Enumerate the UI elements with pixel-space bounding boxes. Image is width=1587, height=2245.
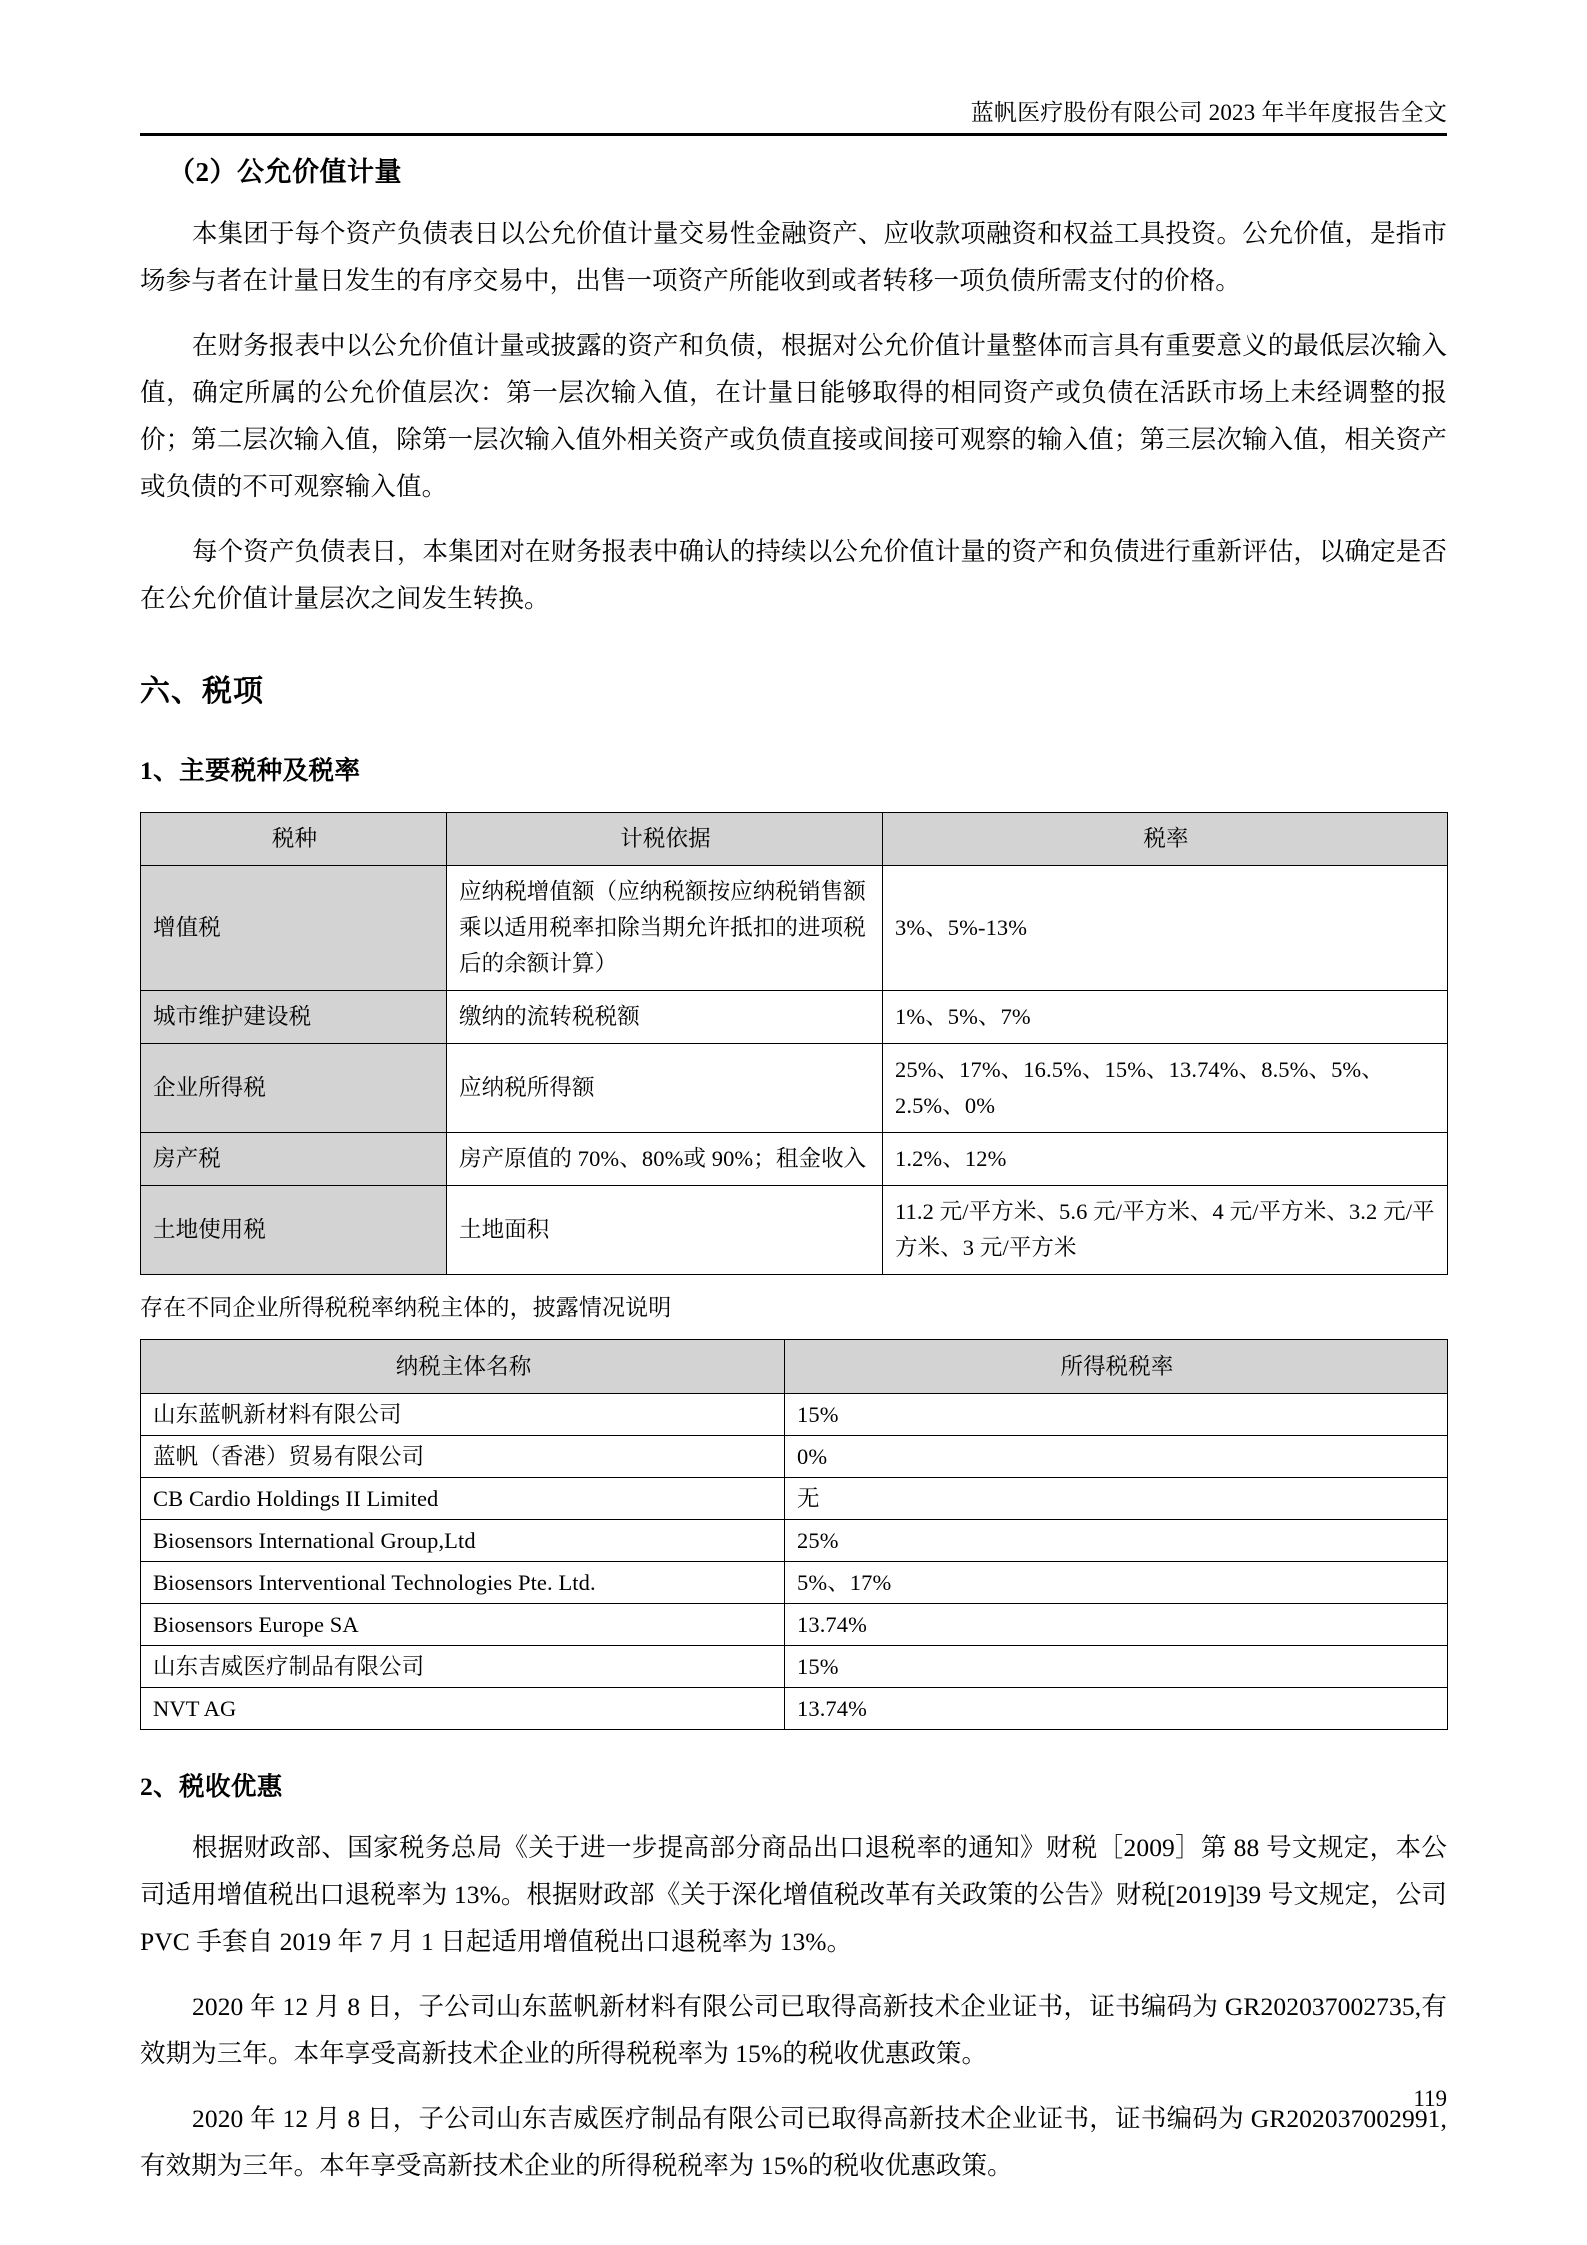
cell-income-tax-rate: 25% xyxy=(785,1520,1448,1562)
cell-tax-basis: 应纳税所得额 xyxy=(447,1044,883,1133)
cell-entity-name: Biosensors International Group,Ltd xyxy=(141,1520,785,1562)
column-header-tax-rate: 税率 xyxy=(883,813,1448,866)
cell-income-tax-rate: 13.74% xyxy=(785,1688,1448,1730)
cell-entity-name: 蓝帆（香港）贸易有限公司 xyxy=(141,1436,785,1478)
cell-tax-rate: 1.2%、12% xyxy=(883,1133,1448,1186)
column-header-entity-name: 纳税主体名称 xyxy=(141,1340,785,1394)
cell-entity-name: Biosensors Interventional Technologies Pte. Ltd. xyxy=(141,1562,785,1604)
cell-tax-rate: 1%、5%、7% xyxy=(883,991,1448,1044)
cell-tax-basis: 房产原值的 70%、80%或 90%；租金收入 xyxy=(447,1133,883,1186)
tax-benefits-paragraph-3: 2020 年 12 月 8 日，子公司山东吉威医疗制品有限公司已取得高新技术企业证书，证书编码为 GR202037002991,有效期为三年。本年享受高新技术企业的所得税税率为 15%的税收优惠政策。 xyxy=(140,2104,1447,2180)
table-row xyxy=(141,991,1448,1044)
tax-benefits-paragraph-1: 根据财政部、国家税务总局《关于进一步提高部分商品出口退税率的通知》财税［2009］第 88 号文规定，本公司适用增值税出口退税率为 13%。根据财政部《关于深化增值税改革有关政策的公告》财税[2019]39 号文规定，公司 PVC 手套自 2019 年 7 月 1 日起适用增值税出口退税率为 13%。 xyxy=(140,1833,1447,1956)
table-header-row xyxy=(141,813,1448,866)
different-rates-note: 存在不同企业所得税税率纳税主体的，披露情况说明 xyxy=(140,1295,672,1320)
tax-benefits-heading: 2、税收优惠 xyxy=(140,1772,283,1801)
cell-tax-type: 城市维护建设税 xyxy=(141,991,447,1044)
cell-income-tax-rate: 无 xyxy=(785,1478,1448,1520)
entity-rate-table xyxy=(140,1339,1448,1730)
cell-tax-basis: 土地面积 xyxy=(447,1186,883,1275)
cell-entity-name: NVT AG xyxy=(141,1688,785,1730)
table-row xyxy=(141,1186,1448,1275)
tax-benefits-paragraph-2: 2020 年 12 月 8 日，子公司山东蓝帆新材料有限公司已取得高新技术企业证书，证书编码为 GR202037002735,有效期为三年。本年享受高新技术企业的所得税税率为 15%的税收优惠政策。 xyxy=(140,1992,1447,2068)
cell-tax-type: 土地使用税 xyxy=(141,1186,447,1275)
table-row xyxy=(141,1044,1448,1133)
fair-value-paragraph-3: 每个资产负债表日，本集团对在财务报表中确认的持续以公允价值计量的资产和负债进行重新评估，以确定是否在公允价值计量层次之间发生转换。 xyxy=(140,537,1447,613)
tax-rate-table xyxy=(140,812,1448,1275)
tax-rates-heading: 1、主要税种及税率 xyxy=(140,756,361,785)
fair-value-heading: （2）公允价值计量 xyxy=(168,157,402,187)
cell-tax-type: 房产税 xyxy=(141,1133,447,1186)
fair-value-paragraph-2: 在财务报表中以公允价值计量或披露的资产和负债，根据对公允价值计量整体而言具有重要意义的最低层次输入值，确定所属的公允价值层次：第一层次输入值，在计量日能够取得的相同资产或负债在活跃市场上未经调整的报价；第二层次输入值，除第一层次输入值外相关资产或负债直接或间接可观察的输入值；第三层次输入值，相关资产或负债的不可观察输入值。 xyxy=(140,331,1447,501)
table-row xyxy=(141,1394,1448,1436)
table-row xyxy=(141,1520,1448,1562)
fair-value-paragraph-1: 本集团于每个资产负债表日以公允价值计量交易性金融资产、应收款项融资和权益工具投资。公允价值，是指市场参与者在计量日发生的有序交易中，出售一项资产所能收到或者转移一项负债所需支付的价格。 xyxy=(140,219,1447,295)
cell-tax-rate: 3%、5%-13% xyxy=(883,866,1448,991)
cell-income-tax-rate: 15% xyxy=(785,1646,1448,1688)
header-rule xyxy=(140,133,1447,136)
table-row xyxy=(141,1688,1448,1730)
cell-entity-name: CB Cardio Holdings II Limited xyxy=(141,1478,785,1520)
cell-income-tax-rate: 15% xyxy=(785,1394,1448,1436)
page-header xyxy=(140,98,1447,136)
table-header-row xyxy=(141,1340,1448,1394)
cell-tax-rate: 11.2 元/平方米、5.6 元/平方米、4 元/平方米、3.2 元/平方米、3 元/平方米 xyxy=(883,1186,1448,1275)
cell-tax-basis: 应纳税增值额（应纳税额按应纳税销售额乘以适用税率扣除当期允许抵扣的进项税后的余额计算） xyxy=(447,866,883,991)
table-row xyxy=(141,1562,1448,1604)
cell-tax-type: 企业所得税 xyxy=(141,1044,447,1133)
page-content xyxy=(140,152,1447,2189)
cell-entity-name: 山东吉威医疗制品有限公司 xyxy=(141,1646,785,1688)
cell-tax-basis: 缴纳的流转税税额 xyxy=(447,991,883,1044)
cell-entity-name: 山东蓝帆新材料有限公司 xyxy=(141,1394,785,1436)
page-number: 119 xyxy=(1413,2086,1447,2111)
table-row xyxy=(141,1646,1448,1688)
cell-income-tax-rate: 0% xyxy=(785,1436,1448,1478)
column-header-tax-type: 税种 xyxy=(141,813,447,866)
column-header-tax-basis: 计税依据 xyxy=(447,813,883,866)
cell-tax-rate: 25%、17%、16.5%、15%、13.74%、8.5%、5%、2.5%、0% xyxy=(883,1044,1448,1133)
tax-section-heading: 六、税项 xyxy=(140,675,264,708)
cell-tax-type: 增值税 xyxy=(141,866,447,991)
running-title: 蓝帆医疗股份有限公司 2023 年半年度报告全文 xyxy=(970,100,1447,125)
table-row xyxy=(141,1478,1448,1520)
column-header-income-tax-rate: 所得税税率 xyxy=(785,1340,1448,1394)
cell-entity-name: Biosensors Europe SA xyxy=(141,1604,785,1646)
table-row xyxy=(141,1604,1448,1646)
table-row xyxy=(141,1436,1448,1478)
cell-income-tax-rate: 5%、17% xyxy=(785,1562,1448,1604)
cell-income-tax-rate: 13.74% xyxy=(785,1604,1448,1646)
table-row xyxy=(141,866,1448,991)
table-row xyxy=(141,1133,1448,1186)
